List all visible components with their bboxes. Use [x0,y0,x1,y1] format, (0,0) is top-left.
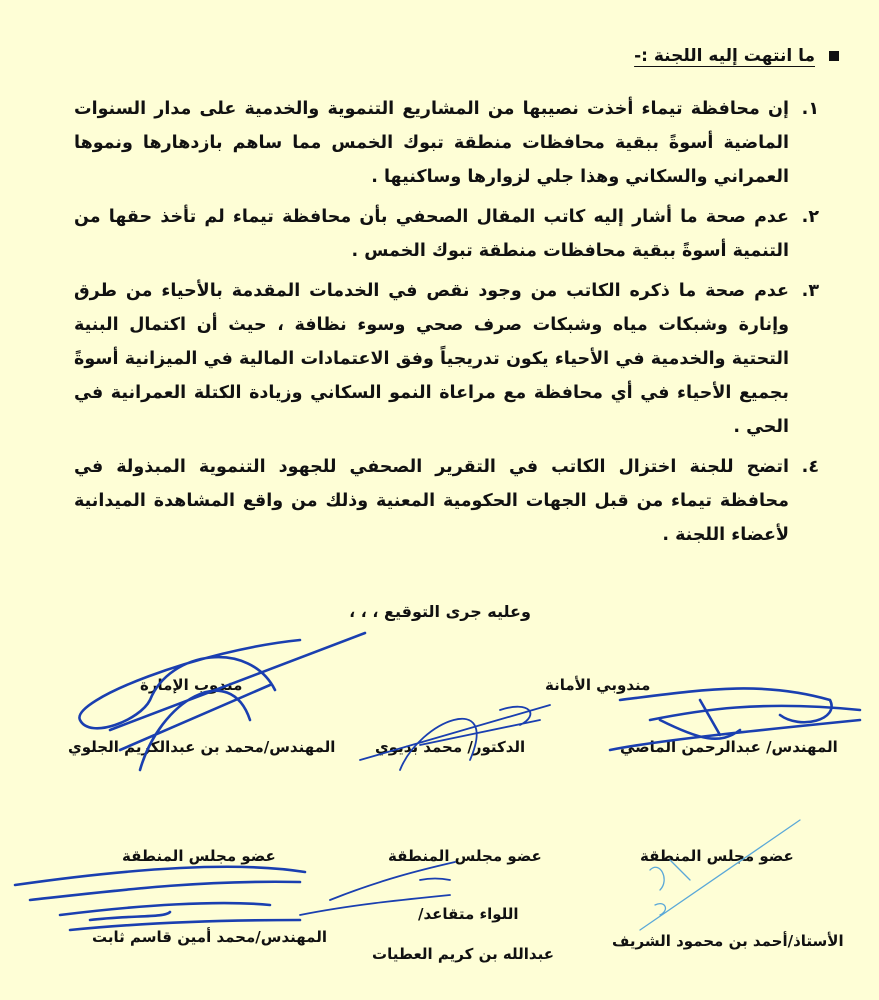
item-text: إن محافظة تيماء أخذت نصيبها من المشاريع التنموية والخدمية على مدار السنوات الماضية أسوةً ببقية محافظات منطقة تبوك الخمس مما ساهم بازدهارها ونموها العمراني والسكاني وهذا جلي لزوارها وساكنيها . [74,99,789,187]
list-item [74,450,819,552]
item-text: عدم صحة ما أشار إليه كاتب المقال الصحفي بأن محافظة تيماء لم تأخذ حقها من التنمية أسوةً ببقية محافظات منطقة تبوك الخمس . [74,207,789,261]
item-number: ٤. [801,457,819,477]
council-title: عضو مجلس المنطقة [388,847,542,865]
signature-council-3 [15,867,305,930]
signatory-name: المهندس/محمد بن عبدالكريم الجلوي [68,738,336,756]
signature-council-1 [640,820,800,930]
item-text: اتضح للجنة اختزال الكاتب في التقرير الصحفي للجهود التنموية المبذولة في محافظة تيماء من قبل الجهات الحكومية المعنية وذلك من واقع المشاهدة الميدانية لأعضاء اللجنة . [74,457,789,545]
section-heading [634,46,839,66]
bullet-icon [829,51,839,61]
council-title: عضو مجلس المنطقة [122,847,276,865]
item-text: عدم صحة ما ذكره الكاتب من وجود نقص في الخدمات المقدمة بالأحياء من طرق وإنارة وشبكات مياه وشبكات صرف صحي وسوء نظافة ، حيث أن اكتمال البنية التحتية والخدمية في الأحياء يكون تدريجياً وفق الاعتمادات المالية في الميزانية أسوةً بجميع الأحياء في أي محافظة مع مراعاة النمو السكاني وزيادة الكتلة العمرانية في الحي . [74,281,789,437]
closing-line: وعليه جرى التوقيع ، ، ، [349,602,531,621]
heading-text: ما انتهت إليه اللجنة :- [634,46,815,66]
signatory-name: المهندس/محمد أمين قاسم ثابت [92,928,327,946]
item-number: ٣. [801,281,819,301]
council-title: عضو مجلس المنطقة [640,847,794,865]
amana-title: مندوبي الأمانة [545,676,651,694]
findings-list [74,92,819,558]
list-item [74,92,819,194]
signatory-rank: اللواء متقاعد/ [418,905,519,923]
list-item [74,200,819,268]
item-number: ٢. [801,207,819,227]
imara-title: مندوب الإمارة [140,676,243,694]
signatory-name: المهندس/ عبدالرحمن الماضي [620,738,838,756]
list-item [74,274,819,444]
signatory-name: الدكتور/ محمد بديوي [375,738,526,756]
item-number: ١. [801,99,819,119]
signatory-name: الأستاذ/أحمد بن محمود الشريف [612,932,844,950]
signatory-name: عبدالله بن كريم العطيات [372,945,554,963]
